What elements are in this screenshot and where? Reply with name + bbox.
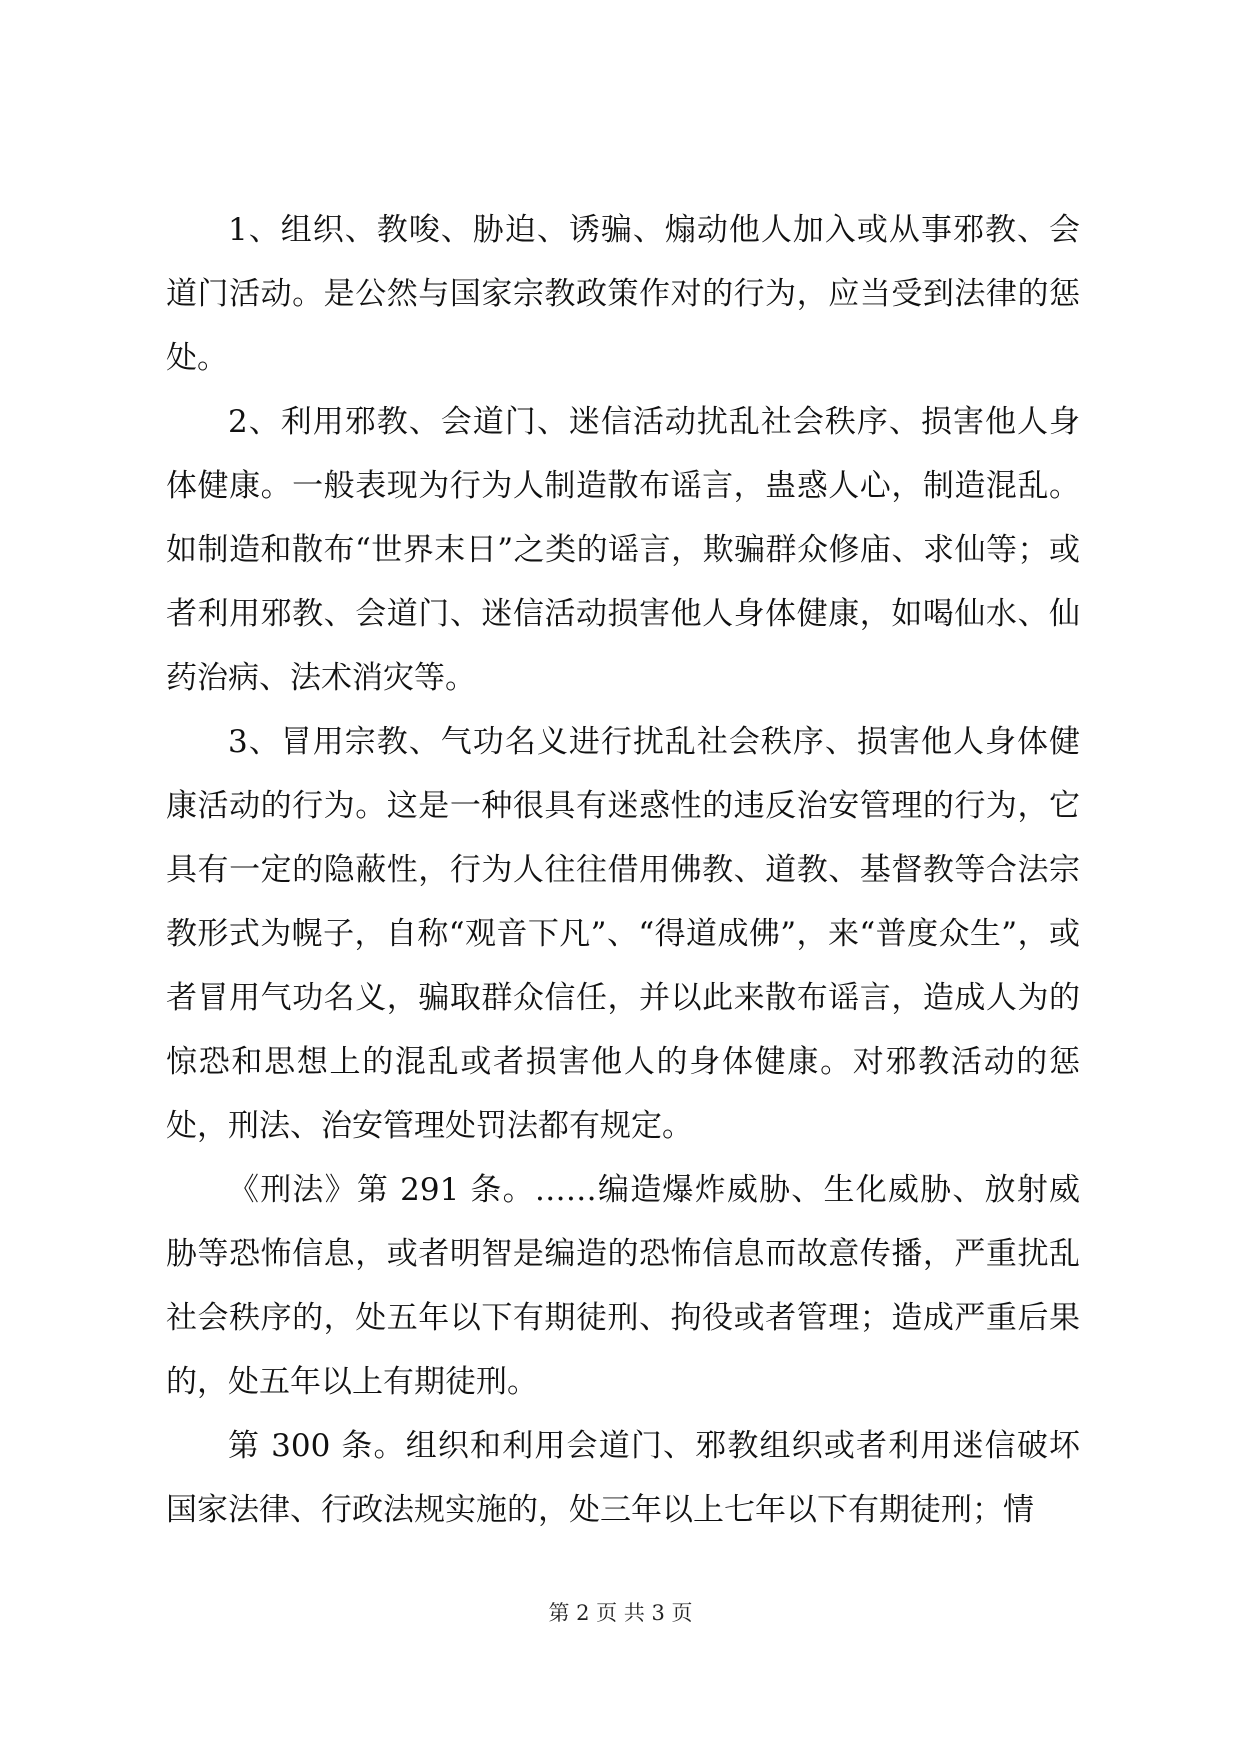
paragraph-3: 3、冒用宗教、气功名义进行扰乱社会秩序、损害他人身体健康活动的行为。这是一种很具有迷惑性的违反治安管理的行为，它具有一定的隐蔽性，行为人往往借用佛教、道教、基督教等合法宗教形式为幌子，自称“观音下凡”、“得道成佛”，来“普度众生”，或者冒用气功名义，骗取群众信任，并以此来散布谣言，造成人为的惊恐和思想上的混乱或者损害他人的身体健康。对邪教活动的惩处，刑法、治安管理处罚法都有规定。 — [166, 724, 1080, 1144]
paragraph-5: 第 300 条。组织和利用会道门、邪教组织或者利用迷信破坏国家法律、行政法规实施的，处三年以上七年以下有期徒刑；情 — [166, 1428, 1080, 1528]
document-body — [166, 198, 1080, 1542]
paragraph-4: 《刑法》第 291 条。……编造爆炸威胁、生化威胁、放射威胁等恐怖信息，或者明智是编造的恐怖信息而故意传播，严重扰乱社会秩序的，处五年以下有期徒刑、拘役或者管理；造成严重后果的，处五年以上有期徒刑。 — [166, 1172, 1080, 1400]
page-footer: 第 2 页 共 3 页 — [548, 1601, 693, 1625]
paragraph-2: 2、利用邪教、会道门、迷信活动扰乱社会秩序、损害他人身体健康。一般表现为行为人制造散布谣言，蛊惑人心，制造混乱。如制造和散布“世界末日”之类的谣言，欺骗群众修庙、求仙等；或者利用邪教、会道门、迷信活动损害他人身体健康，如喝仙水、仙药治病、法术消灾等。 — [166, 404, 1080, 696]
paragraph-1: 1、组织、教唆、胁迫、诱骗、煽动他人加入或从事邪教、会道门活动。是公然与国家宗教政策作对的行为，应当受到法律的惩处。 — [166, 212, 1080, 376]
